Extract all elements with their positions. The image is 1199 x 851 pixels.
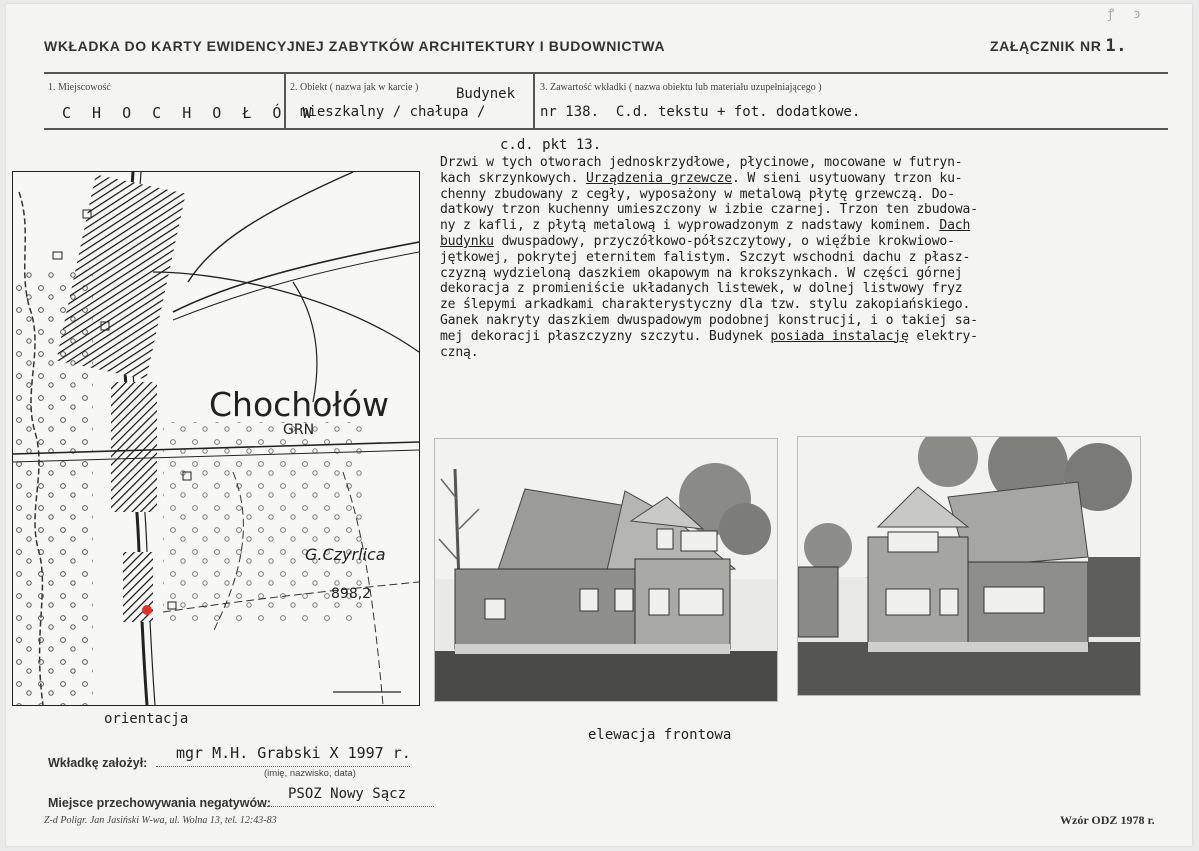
orchard-area <box>13 272 93 705</box>
object-label: 2. Obiekt ( nazwa jak w karcie ) <box>290 82 419 93</box>
elevation-photo-right <box>797 436 1141 696</box>
text-line: mej dekoracji płaszczyzny szczytu. Budynek <box>440 328 771 344</box>
village-built-area <box>111 382 157 512</box>
annex-number: 1. <box>1105 36 1128 56</box>
object-value-line1: Budynek <box>456 86 516 102</box>
elevation-photo-left <box>434 438 778 702</box>
field-divider-2 <box>533 72 535 129</box>
text-line: dwuspadowy, przyczółkowo-półszczytowy, o więźbie krokwiowo- <box>493 233 955 249</box>
map-drawing <box>13 172 419 705</box>
created-by-label: Wkładkę założył: <box>48 756 148 770</box>
created-by-line <box>156 766 410 767</box>
negatives-label: Miejsce przechowywania negatywów: <box>48 796 271 810</box>
building-symbol <box>53 252 62 259</box>
side-road <box>188 172 353 282</box>
corner-marks: ꝭ ꜿ <box>1108 7 1147 22</box>
document-title: WKŁADKA DO KARTY EWIDENCYJNEJ ZABYTKÓW ARCHITEKTURY I BUDOWNICTWA <box>44 38 666 54</box>
content-label: 3. Zawartość wkładki ( nazwa obiektu lub materiału uzupełniającego ) <box>540 82 822 93</box>
field-bottom-rule <box>44 128 1168 130</box>
continuation-heading: c.d. pkt 13. <box>500 137 602 153</box>
text-line: . W sieni usytuowany trzon ku- <box>731 170 963 186</box>
map-town-sub: GRN <box>283 422 315 438</box>
text-line: czną. <box>440 344 479 360</box>
text-line: Ganek nakryty daszkiem dwuspadowym podobnej konstrucji, i o takiej sa- <box>440 312 978 328</box>
text-line: dekoracja z promieniście układanych listewek, w dolnej listwowy fryz <box>440 281 963 297</box>
underlined-term: Dach <box>939 218 971 234</box>
location-marker <box>142 605 152 615</box>
house-photo-right <box>798 437 1140 695</box>
text-line: ze ślepymi arkadkami charakterystyczny dla tzw. stylu zakopiańskiego. <box>440 297 971 313</box>
text-line: elektry- <box>908 328 978 344</box>
printer-imprint: Z-d Poligr. Jan Jasiński W-wa, ul. Wolna 13, tel. 12:43-83 <box>44 815 277 826</box>
map-town-name: Chochołów <box>209 385 389 424</box>
text-line: Drzwi w tych otworach jednoskrzydłowe, płycinowe, mocowane w futryn- <box>440 155 963 170</box>
negatives-value: PSOZ Nowy Sącz <box>288 786 407 802</box>
created-by-value: mgr M.H. Grabski X 1997 r. <box>176 744 411 762</box>
underlined-term: Urządzenia grzewcze <box>585 170 732 186</box>
locality-label: 1. Miejscowość <box>48 82 111 93</box>
side-road <box>173 242 419 312</box>
text-line: ny z kafli, z płytą metalową i wyprowadzonym z nadstawy kominem. <box>440 218 940 234</box>
map-hill-height: 898,2 <box>331 586 372 602</box>
map-hill-name: G.Czyrlica <box>305 545 386 564</box>
field-top-rule <box>44 72 1168 74</box>
elevation-caption: elewacja frontowa <box>588 727 732 743</box>
locality-value: C H O C H O Ł Ó W <box>62 104 318 122</box>
content-value: nr 138. C.d. tekstu + fot. dodatkowe. <box>540 104 861 120</box>
orientation-caption: orientacja <box>104 711 189 727</box>
description-text <box>440 155 1160 360</box>
orientation-map <box>12 171 420 706</box>
text-line: jętkowej, pokrytej eternitem falistym. Szczyt wschodni dachu z płasz- <box>440 249 971 265</box>
annex-label-text: ZAŁĄCZNIK NR <box>990 38 1102 54</box>
created-by-hint: (imię, nazwisko, data) <box>264 768 356 779</box>
house-photo-left <box>435 439 777 701</box>
negatives-line <box>258 806 434 807</box>
text-line: chenny zbudowany z cegły, wyposażony w metalową płytę grzewczą. Do- <box>440 186 955 202</box>
text-line: kach skrzynkowych. <box>440 170 586 186</box>
underlined-term: budynku <box>440 233 494 249</box>
text-line: czyzną wydzieloną daszkiem okapowym na krokszynkach. W części górnej <box>440 265 963 281</box>
object-value-line2: mieszkalny / chałupa / <box>300 104 486 120</box>
underlined-term: posiada instalację <box>770 328 909 344</box>
form-model: Wzór ODZ 1978 r. <box>1060 813 1155 827</box>
text-line: datkowy trzon kuchenny umieszczony w izbie czarnej. Trzon ten zbudowa- <box>440 202 978 218</box>
annex-label <box>990 36 1127 56</box>
